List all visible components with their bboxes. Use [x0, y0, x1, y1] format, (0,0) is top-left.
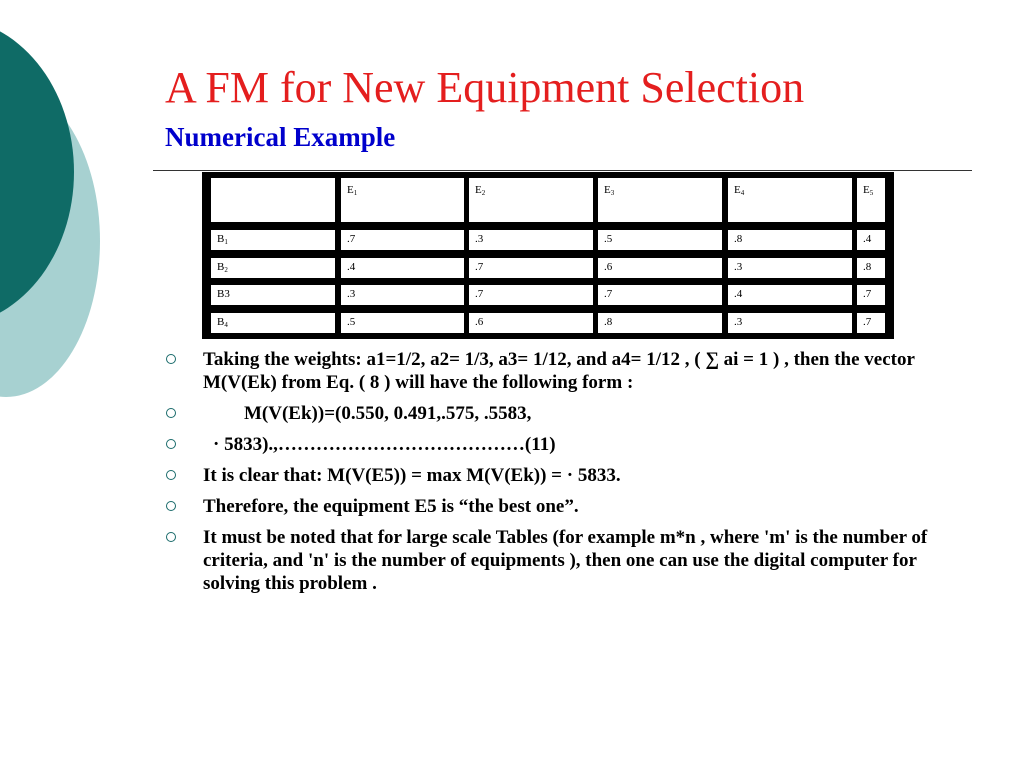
slide-title: A FM for New Equipment Selection: [165, 63, 805, 112]
table-cell: .7: [857, 313, 885, 333]
bullet-text: M(V(Ek))=(0.550, 0.491,.575, .5583,: [244, 403, 532, 424]
bullet-list: [164, 348, 954, 603]
table-row-label: B3: [211, 285, 335, 305]
table-row-label: $B_1$: [211, 230, 335, 250]
table-cell: .6: [469, 313, 593, 333]
bullet-text: Taking the weights: a1=1/2, a2= 1/3, a3= 1/12, and a4= 1/12 , ( ∑ ai = 1 ) , then the vector M(V(Ek) from Eq. ( 8 ) will have the following form :: [203, 349, 915, 393]
bullet-text: It must be noted that for large scale Tables (for example m*n , where 'm' is the number of criteria, and 'n' is the number of equipments ), then one can use the digital computer for solving this problem .: [203, 527, 928, 594]
table-cell: .5: [598, 230, 722, 250]
bullet-item: [164, 495, 954, 518]
table-header-cell: $E_5$: [857, 178, 885, 222]
table-cell: .7: [469, 258, 593, 278]
table-cell: .6: [598, 258, 722, 278]
bullet-text: · 5833).,…………………………………(11): [213, 434, 556, 455]
bullet-item: [164, 348, 954, 394]
bullet-item: [164, 433, 954, 456]
bullet-text: It is clear that: M(V(E5)) = max M(V(Ek)) = · 5833.: [203, 465, 621, 486]
table-header-cell: $E_4$: [728, 178, 852, 222]
table-cell: .7: [857, 285, 885, 305]
bullet-item: [164, 402, 954, 425]
table-cell: .4: [341, 258, 464, 278]
table-cell: .3: [341, 285, 464, 305]
data-table: [202, 172, 894, 339]
table-corner-cell: [211, 178, 335, 222]
table-cell: .3: [469, 230, 593, 250]
table-cell: .4: [857, 230, 885, 250]
table-header-cell: $E_1$: [341, 178, 464, 222]
bullet-text: Therefore, the equipment E5 is “the best one”.: [203, 496, 579, 517]
table-cell: .7: [469, 285, 593, 305]
table-cell: .5: [341, 313, 464, 333]
bullet-item: [164, 526, 954, 595]
table-cell: .3: [728, 258, 852, 278]
slide-subtitle: Numerical Example: [165, 122, 396, 152]
table-cell: .8: [728, 230, 852, 250]
table-row-label: $B_2$: [211, 258, 335, 278]
table-header-cell: $E_3$: [598, 178, 722, 222]
title-divider: [153, 170, 972, 171]
table-header-cell: $E_2$: [469, 178, 593, 222]
table-cell: .7: [598, 285, 722, 305]
table-cell: .8: [857, 258, 885, 278]
table-cell: .3: [728, 313, 852, 333]
table-cell: .4: [728, 285, 852, 305]
table-cell: .7: [341, 230, 464, 250]
table-row-label: $B_4$: [211, 313, 335, 333]
bullet-item: [164, 464, 954, 487]
table-cell: .8: [598, 313, 722, 333]
